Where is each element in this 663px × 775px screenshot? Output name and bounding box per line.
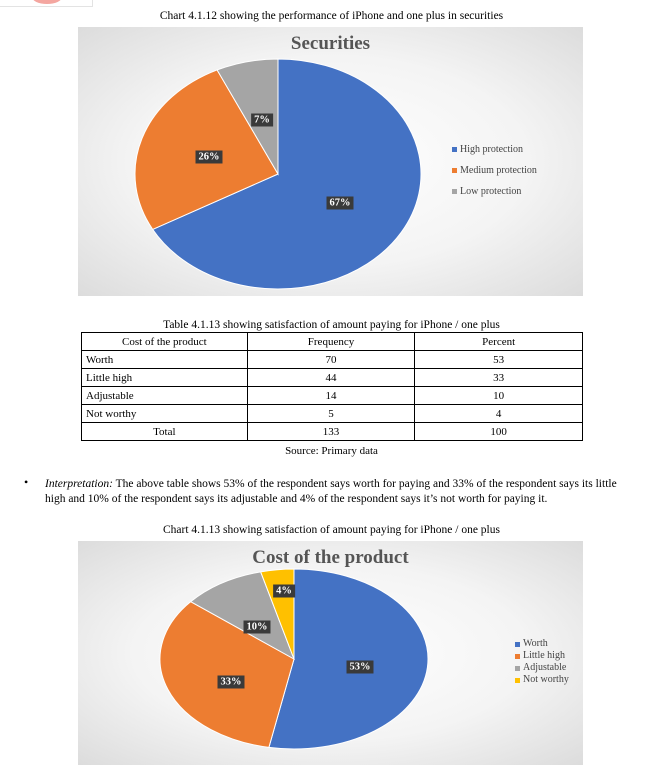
table-cell: 4: [415, 405, 583, 423]
legend-swatch: [515, 642, 520, 647]
legend-swatch: [452, 189, 457, 194]
table-caption: Table 4.1.13 showing satisfaction of amount paying for iPhone / one plus: [163, 319, 500, 331]
interpretation-label: Interpretation:: [45, 478, 113, 490]
legend-label: Medium protection: [460, 165, 537, 176]
legend-swatch: [452, 147, 457, 152]
legend-item-worth: [515, 638, 569, 650]
table-cell: 100: [415, 423, 583, 441]
legend-swatch: [515, 678, 520, 683]
logo-shape: [32, 0, 62, 4]
table-header-row: [82, 333, 583, 351]
legend-item-adjustable: [515, 662, 569, 674]
table-cell: Worth: [82, 351, 248, 369]
table-cell: Adjustable: [82, 387, 248, 405]
header-logo-fragment: [0, 0, 93, 7]
chart1-title: Securities: [290, 33, 371, 54]
securities-chart: [78, 27, 583, 296]
legend-label: Worth: [523, 638, 548, 649]
table-header: Frequency: [247, 333, 415, 351]
data-label-not-worthy: 4%: [273, 585, 295, 598]
table-cell: Little high: [82, 369, 248, 387]
legend-label: Adjustable: [523, 662, 567, 673]
table-row: [82, 405, 583, 423]
interpretation-text: The above table shows 53% of the respondent says worth for paying and 33% of the respondent says its little high and 10% of the respondent says its adjustable and 4% of the respondent says it’s not worth for paying it.: [45, 478, 617, 505]
table-source: Source: Primary data: [285, 445, 378, 457]
legend-label: Little high: [523, 650, 565, 661]
table-cell: 70: [247, 351, 415, 369]
legend-label: High protection: [460, 144, 524, 155]
table-row: [82, 387, 583, 405]
legend-item-low-protection: [452, 181, 537, 202]
bullet-marker: •: [24, 475, 29, 489]
table-header: Percent: [415, 333, 583, 351]
data-label-little-high: 33%: [218, 676, 245, 689]
table-total-row: [82, 423, 583, 441]
table-cell: 14: [247, 387, 415, 405]
table-header: Cost of the product: [82, 333, 248, 351]
table-cell: 33: [415, 369, 583, 387]
chart2-caption: Chart 4.1.13 showing satisfaction of amount paying for iPhone / one plus: [163, 524, 500, 536]
chart1-legend: [452, 139, 537, 202]
table-cell: 53: [415, 351, 583, 369]
table-row: [82, 351, 583, 369]
table-cell: Not worthy: [82, 405, 248, 423]
interpretation-paragraph: [45, 477, 635, 507]
data-label-worth: 53%: [347, 661, 374, 674]
table-cell: 133: [247, 423, 415, 441]
chart2-title: Cost of the product: [252, 547, 409, 568]
data-label-medium-protection: 26%: [196, 151, 223, 164]
legend-swatch: [452, 168, 457, 173]
table-row: [82, 369, 583, 387]
data-label-high-protection: 67%: [327, 197, 354, 210]
cost-pie: [78, 541, 583, 765]
chart1-caption: Chart 4.1.12 showing the performance of iPhone and one plus in securities: [159, 10, 504, 22]
chart2-legend: [515, 638, 569, 686]
legend-item-little-high: [515, 650, 569, 662]
legend-item-medium-protection: [452, 160, 537, 181]
data-label-adjustable: 10%: [244, 621, 271, 634]
legend-swatch: [515, 666, 520, 671]
cost-table: [81, 332, 583, 441]
legend-item-high-protection: [452, 139, 537, 160]
table-cell: 5: [247, 405, 415, 423]
table-cell: 10: [415, 387, 583, 405]
table-cell: Total: [82, 423, 248, 441]
legend-label: Low protection: [460, 186, 522, 197]
cost-chart: [78, 541, 583, 765]
legend-swatch: [515, 654, 520, 659]
legend-item-not-worthy: [515, 674, 569, 686]
data-label-low-protection: 7%: [251, 114, 273, 127]
legend-label: Not worthy: [523, 674, 569, 685]
table-cell: 44: [247, 369, 415, 387]
